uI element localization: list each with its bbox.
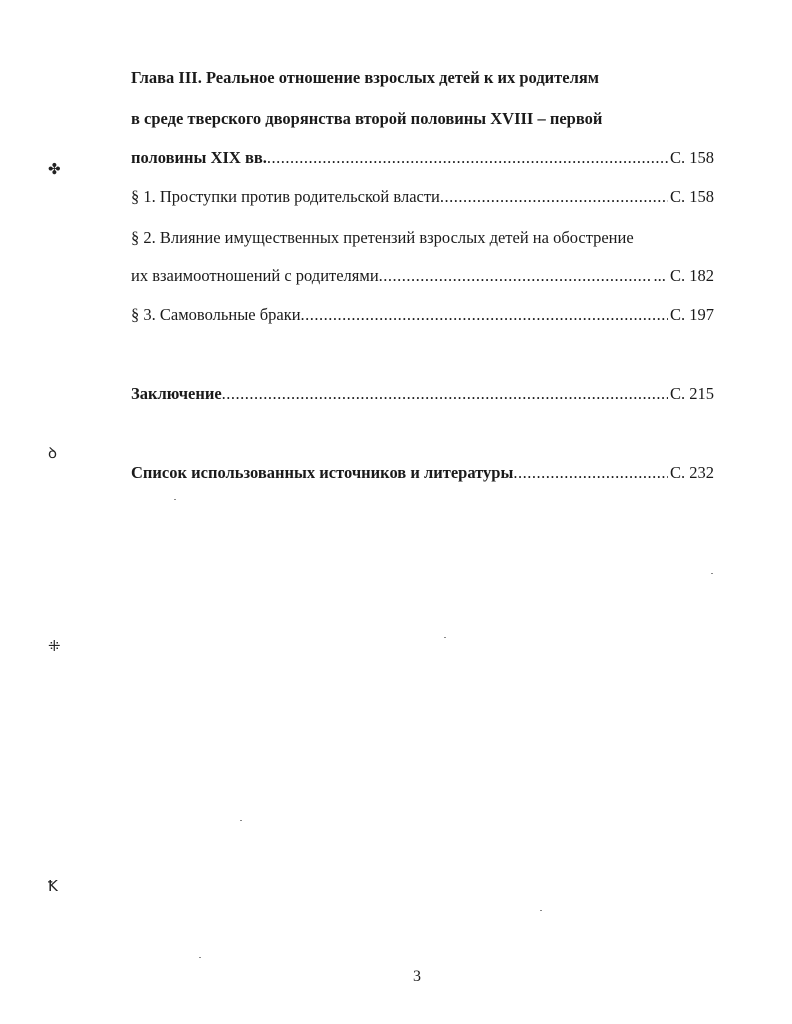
section-1-entry	[131, 187, 714, 207]
section-1-page: С. 158	[669, 187, 714, 206]
conclusion-entry	[131, 384, 714, 404]
bibliography-page: С. 232	[669, 463, 714, 482]
scan-speck	[711, 573, 713, 574]
section-2-entry	[131, 266, 714, 286]
section-2-title-line-1: § 2. Влияние имущественных претензий взрослых детей на обострение	[131, 228, 634, 247]
scan-speck	[174, 499, 176, 500]
conclusion-title: Заключение	[131, 384, 222, 403]
margin-mark: ꝺ	[48, 444, 57, 462]
section-1-title: § 1. Проступки против родительской власти	[131, 187, 440, 206]
section-2-page: ... С. 182	[653, 266, 714, 285]
scan-speck	[199, 957, 201, 958]
scan-speck	[540, 910, 542, 911]
chapter-3-page: С. 158	[669, 148, 714, 167]
chapter-3-heading-line-3: половины XIX вв.	[131, 148, 267, 167]
margin-mark: ✤	[48, 160, 61, 178]
dot-leader	[267, 148, 668, 168]
conclusion-page: С. 215	[669, 384, 714, 403]
scan-speck	[240, 820, 242, 821]
dot-leader	[222, 384, 668, 404]
bibliography-entry	[131, 463, 714, 483]
chapter-3-heading-line-1: Глава III. Реальное отношение взрослых детей к их родителям	[131, 68, 600, 87]
dot-leader	[440, 187, 668, 207]
bibliography-title: Список использованных источников и литературы	[131, 463, 514, 482]
dot-leader	[301, 305, 668, 325]
section-3-title: § 3. Самовольные браки	[131, 305, 301, 324]
margin-mark: Ꝁ	[48, 877, 58, 895]
scan-speck	[444, 637, 446, 638]
section-3-page: С. 197	[669, 305, 714, 324]
chapter-3-heading-line-2: в среде тверского дворянства второй половины XVIII – первой	[131, 109, 603, 128]
dot-leader	[379, 266, 652, 286]
section-3-entry	[131, 305, 714, 325]
page-number: 3	[413, 968, 421, 985]
chapter-3-entry	[131, 148, 714, 168]
margin-mark: ⁜	[48, 637, 61, 655]
section-2-title-line-2: их взаимоотношений с родителями	[131, 266, 379, 285]
dot-leader	[513, 463, 668, 483]
